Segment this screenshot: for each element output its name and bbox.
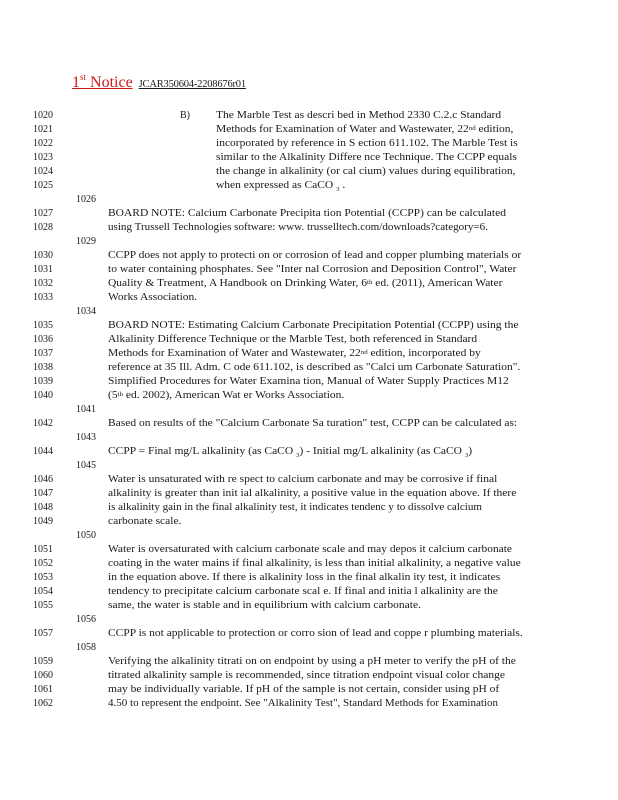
text-line: Verifying the alkalinity titrati on on endpoint by using a pH meter to verify the pH of the bbox=[108, 656, 516, 667]
line-number: 1034 bbox=[76, 306, 96, 317]
notice-label: 1st Notice bbox=[72, 72, 133, 91]
line-number: 1025 bbox=[33, 180, 53, 191]
text-line: BOARD NOTE: Calcium Carbonate Precipita tion Potential (CCPP) can be calculated bbox=[108, 208, 506, 219]
list-marker-b: B) bbox=[180, 110, 190, 121]
line-number: 1038 bbox=[33, 362, 53, 373]
line-number: 1050 bbox=[76, 530, 96, 541]
text-line: CCPP is not applicable to protection or corro sion of lead and coppe r plumbing materials. bbox=[108, 628, 523, 639]
line-number: 1033 bbox=[33, 292, 53, 303]
text-line: carbonate scale. bbox=[108, 516, 182, 527]
line-number: 1023 bbox=[33, 152, 53, 163]
notice-header bbox=[72, 74, 246, 94]
line-number: 1051 bbox=[33, 544, 53, 555]
line-number: 1058 bbox=[76, 642, 96, 653]
line-number: 1036 bbox=[33, 334, 53, 345]
line-number: 1052 bbox=[33, 558, 53, 569]
line-number: 1062 bbox=[33, 698, 53, 709]
line-number: 1030 bbox=[33, 250, 53, 261]
line-number: 1039 bbox=[33, 376, 53, 387]
text-line: Quality & Treatment, A Handbook on Drinking Water, 6th ed. (2011), American Water bbox=[108, 278, 503, 289]
text-line: CCPP does not apply to protecti on or corrosion of lead and copper plumbing materials or bbox=[108, 250, 522, 261]
line-number: 1042 bbox=[33, 418, 53, 429]
text-line: in the equation above. If there is alkalinity loss in the final alkalin ity test, it indicates bbox=[108, 572, 501, 583]
text-line: (5th ed. 2002), American Wat er Works Association. bbox=[108, 390, 345, 401]
text-line: Water is unsaturated with re spect to calcium carbonate and may be corrosive if final bbox=[108, 474, 498, 485]
line-number: 1055 bbox=[33, 600, 53, 611]
text-line: Methods for Examination of Water and Wastewater, 22nd edition, incorporated by bbox=[108, 348, 481, 359]
line-number: 1031 bbox=[33, 264, 53, 275]
line-number: 1045 bbox=[76, 460, 96, 471]
line-number: 1057 bbox=[33, 628, 53, 639]
line-number: 1021 bbox=[33, 124, 53, 135]
line-number: 1054 bbox=[33, 586, 53, 597]
line-number: 1056 bbox=[76, 614, 96, 625]
line-number: 1053 bbox=[33, 572, 53, 583]
line-number: 1022 bbox=[33, 138, 53, 149]
text-line: using Trussell Technologies software: www. trusselltech.com/downloads?category=6. bbox=[108, 222, 488, 233]
text-line: may be individually variable. If pH of the sample is not certain, consider using pH of bbox=[108, 684, 500, 695]
line-number: 1047 bbox=[33, 488, 53, 499]
line-number: 1040 bbox=[33, 390, 53, 401]
line-number: 1032 bbox=[33, 278, 53, 289]
text-line: the change in alkalinity (or cal cium) values during equilibration, bbox=[216, 166, 516, 177]
text-line: Alkalinity Difference Technique or the Marble Test, both referenced in Standard bbox=[108, 334, 478, 345]
line-number: 1029 bbox=[76, 236, 96, 247]
text-line: 4.50 to represent the endpoint. See "Alkalinity Test", Standard Methods for Examination bbox=[108, 698, 498, 709]
text-line: alkalinity is greater than init ial alkalinity, a positive value in the equation above. If there bbox=[108, 488, 517, 499]
text-line: reference at 35 Ill. Adm. C ode 611.102, is described as "Calci um Carbonate Saturation". bbox=[108, 362, 521, 373]
line-number: 1049 bbox=[33, 516, 53, 527]
text-line: The Marble Test as descri bed in Method 2330 C.2.c Standard bbox=[216, 110, 502, 121]
line-number: 1028 bbox=[33, 222, 53, 233]
line-number: 1060 bbox=[33, 670, 53, 681]
text-line: BOARD NOTE: Estimating Calcium Carbonate Precipitation Potential (CCPP) using the bbox=[108, 320, 519, 331]
line-number: 1043 bbox=[76, 432, 96, 443]
text-line: same, the water is stable and in equilibrium with calcium carbonate. bbox=[108, 600, 421, 611]
text-line: titrated alkalinity sample is recommended, since titration endpoint visual color change bbox=[108, 670, 505, 681]
line-number: 1048 bbox=[33, 502, 53, 513]
line-number: 1059 bbox=[33, 656, 53, 667]
line-number: 1041 bbox=[76, 404, 96, 415]
text-line: coating in the water mains if final alkalinity, is less than initial alkalinity, a negative value bbox=[108, 558, 521, 569]
text-line: is alkalinity gain in the final alkalinity test, it indicates tendenc y to dissolve calcium bbox=[108, 502, 482, 513]
line-number: 1044 bbox=[33, 446, 53, 457]
text-line: tendency to precipitate calcium carbonate scal e. If final and initia l alkalinity are the bbox=[108, 586, 498, 597]
text-line: when expressed as CaCO $_3$ . bbox=[216, 180, 346, 193]
text-line: incorporated by reference in S ection 611.102. The Marble Test is bbox=[216, 138, 518, 149]
line-number: 1046 bbox=[33, 474, 53, 485]
document-id: JCAR350604-2208676r01 bbox=[138, 79, 246, 90]
line-number: 1061 bbox=[33, 684, 53, 695]
text-line: CCPP = Final mg/L alkalinity (as CaCO $_3$) - Initial mg/L alkalinity (as CaCO $_3$) bbox=[108, 446, 473, 459]
text-line: similar to the Alkalinity Differe nce Technique. The CCPP equals bbox=[216, 152, 517, 163]
line-number: 1037 bbox=[33, 348, 53, 359]
line-number: 1026 bbox=[76, 194, 96, 205]
text-line: Based on results of the "Calcium Carbonate Sa turation" test, CCPP can be calculated as: bbox=[108, 418, 518, 429]
text-line: Simplified Procedures for Water Examina tion, Manual of Water Supply Practices M12 bbox=[108, 376, 509, 387]
line-number: 1035 bbox=[33, 320, 53, 331]
line-number: 1024 bbox=[33, 166, 53, 177]
text-line: Water is oversaturated with calcium carbonate scale and may depos it calcium carbonate bbox=[108, 544, 512, 555]
text-line: Methods for Examination of Water and Wastewater, 22nd edition, bbox=[216, 124, 514, 135]
line-number: 1020 bbox=[33, 110, 53, 121]
text-line: Works Association. bbox=[108, 292, 198, 303]
line-number: 1027 bbox=[33, 208, 53, 219]
text-line: to water containing phosphates. See "Inter nal Corrosion and Deposition Control", Water bbox=[108, 264, 517, 275]
